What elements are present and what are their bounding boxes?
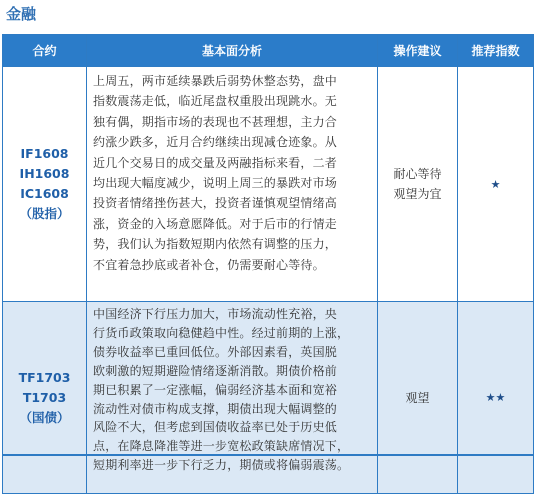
advice-line: 观望: [405, 390, 430, 405]
analysis-line: 风险不大，但考虑到国债收益率已处于历史低: [93, 420, 338, 435]
section-title: 金融: [6, 5, 37, 23]
rating-stars: ★★: [458, 302, 534, 494]
futures-analysis-table: [2, 34, 534, 494]
analysis-line: 期已积累了一定涨幅，偏弱经济基本面和宽裕: [93, 382, 338, 397]
analysis-line: 投资者情绪挫伤甚大，投资者谨慎观望情绪高: [93, 196, 338, 211]
contract-code: T1703: [22, 389, 67, 405]
contract-category: （股指）: [19, 206, 70, 221]
header-rating: 推荐指数: [458, 35, 534, 67]
analysis-line: 中国经济下行压力加大，市场流动性充裕，央: [93, 307, 338, 321]
advice-cell: [378, 67, 458, 302]
advice-line: 耐心等待: [393, 167, 442, 181]
analysis-line: 近几个交易日的成交量及两融指标来看，二者: [93, 155, 338, 170]
analysis-line: 短期利率进一步下行乏力，期债或将偏弱震荡。: [93, 458, 350, 473]
contract-category: （国债）: [19, 409, 70, 425]
advice-line: 观望为宜: [393, 187, 442, 201]
table-header-row: [3, 35, 534, 67]
analysis-line: 独有偶，期指市场的表现也不甚理想，主力合: [93, 114, 338, 129]
contract-cell: [3, 302, 87, 494]
contract-code: TF1703: [18, 369, 71, 385]
analysis-line: 点，在降息降准等进一步宽松政策缺席情况下，: [93, 439, 350, 454]
contract-cell: [3, 67, 87, 302]
advice-cell: [378, 302, 458, 494]
contract-code: IH1608: [19, 166, 70, 181]
analysis-line: 势，我们认为指数短期内依然有调整的压力，: [93, 237, 338, 252]
analysis-line: 约涨少跌多，近月合约继续出现减仓迹象。从: [93, 135, 338, 150]
header-analysis: 基本面分析: [87, 35, 378, 67]
analysis-line: 均出现大幅度减少，说明上周三的暴跌对市场: [93, 176, 338, 191]
header-contract: 合约: [3, 35, 87, 67]
contract-code: IC1608: [20, 186, 69, 201]
analysis-cell: [87, 302, 378, 494]
analysis-line: 流动性对债市构成支撑，期债出现大幅调整的: [93, 401, 338, 416]
analysis-line: 欧刺激的短期避险情绪逐渐消散。期债价格前: [93, 363, 338, 378]
rating-stars: ★: [458, 67, 534, 302]
table-row-stock-index: [3, 67, 534, 302]
analysis-line: 行货币政策取向稳健趋中性。经过前期的上涨，: [93, 325, 350, 340]
analysis-line: 不宜着急抄底或者补仓，仍需要耐心等待。: [93, 257, 325, 272]
analysis-line: 涨，资金的入场意愿降低。对于后市的行情走: [93, 216, 338, 231]
table-bottom-rule: [2, 454, 533, 456]
analysis-line: 债券收益率已重回低位。外部因素看，英国脱: [93, 344, 338, 359]
analysis-cell: [87, 67, 378, 302]
contract-code: IF1608: [20, 146, 69, 161]
header-advice: 操作建议: [378, 35, 458, 67]
table-row-treasury-bond: [3, 302, 534, 494]
analysis-line: 上周五，两市延续暴跌后弱势休整态势，盘中: [93, 74, 338, 88]
analysis-line: 指数震荡走低，临近尾盘权重股出现跳水。无: [93, 94, 338, 109]
